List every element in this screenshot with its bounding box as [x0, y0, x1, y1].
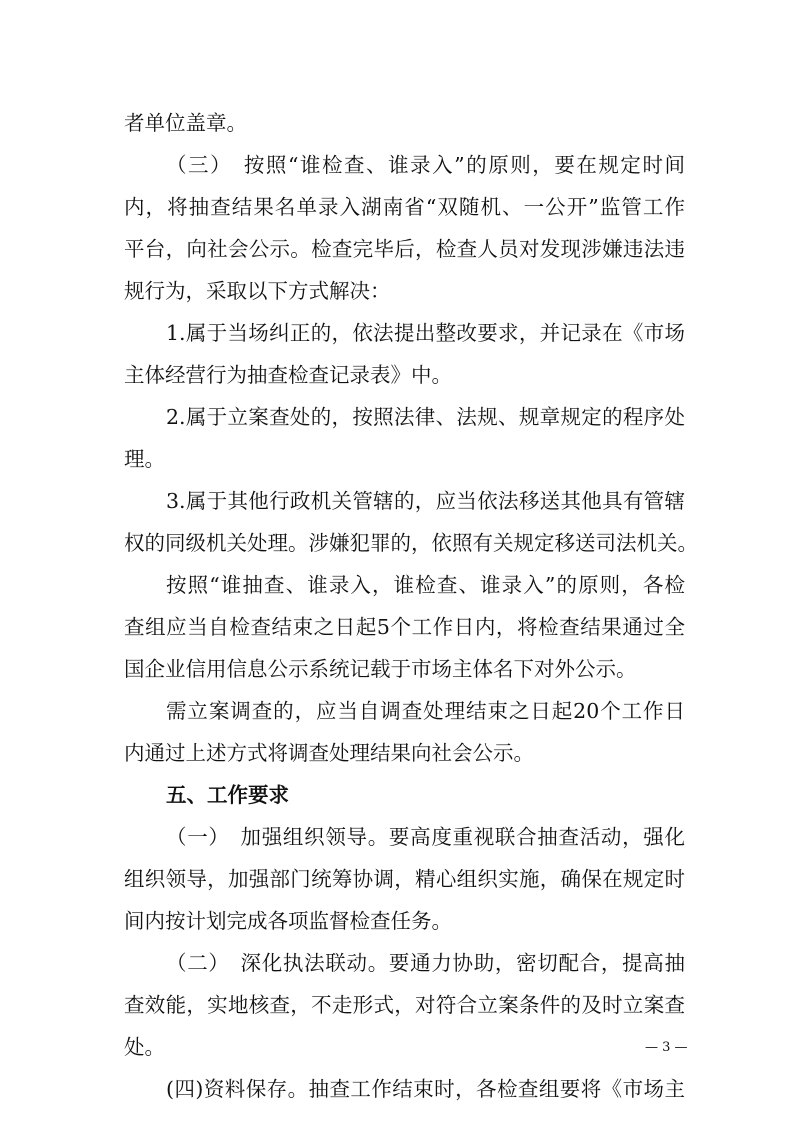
page-number: — 3 —: [645, 1040, 688, 1055]
text-line: 规行为，采取以下方式解决：: [124, 279, 391, 303]
text-line: 平台，向社会公示。检查完毕后，检查人员对发现涉嫌违法违: [124, 237, 685, 261]
section-heading: 五、工作要求: [166, 783, 289, 807]
text-line: 查效能，实地核查，不走形式，对符合立案条件的及时立案查: [124, 993, 685, 1017]
text-line: 间内按计划完成各项监督检查任务。: [124, 909, 452, 933]
text-line: 内，将抽查结果名单录入湖南省“双随机、一公开”监管工作: [124, 195, 685, 219]
text-line: 组织领导，加强部门统筹协调，精心组织实施，确保在规定时: [124, 867, 685, 891]
text-line: （一） 加强组织领导。要高度重视联合抽查活动，强化: [166, 825, 685, 849]
text-line: （二） 深化执法联动。要通力协助，密切配合，提高抽: [166, 951, 685, 975]
text-line: 理。: [124, 447, 165, 471]
text-line: 查组应当自检查结束之日起5个工作日内，将检查结果通过全: [124, 615, 685, 639]
text-line: 主体经营行为抽查检查记录表》中。: [124, 363, 452, 387]
text-line: 3.属于其他行政机关管辖的，应当依法移送其他具有管辖: [166, 489, 685, 513]
text-line: 国企业信用信息公示系统记载于市场主体名下对外公示。: [124, 657, 637, 681]
text-line: 者单位盖章。: [124, 111, 247, 135]
text-line: (四)资料保存。抽查工作结束时，各检查组要将《市场主: [166, 1077, 685, 1101]
text-line: 按照“谁抽查、谁录入，谁检查、谁录入”的原则，各检: [166, 573, 685, 597]
text-line: 处。: [124, 1035, 165, 1059]
text-line: 2.属于立案查处的，按照法律、法规、规章规定的程序处: [166, 405, 685, 429]
text-line: 需立案调查的，应当自调查处理结束之日起20个工作日: [166, 699, 685, 723]
text-line: 权的同级机关处理。涉嫌犯罪的，依照有关规定移送司法机关。: [124, 531, 698, 555]
text-line: （三） 按照“谁检查、谁录入”的原则，要在规定时间: [166, 153, 685, 177]
text-line: 内通过上述方式将调查处理结果向社会公示。: [124, 741, 534, 765]
text-line: 1.属于当场纠正的，依法提出整改要求，并记录在《市场: [166, 321, 685, 345]
